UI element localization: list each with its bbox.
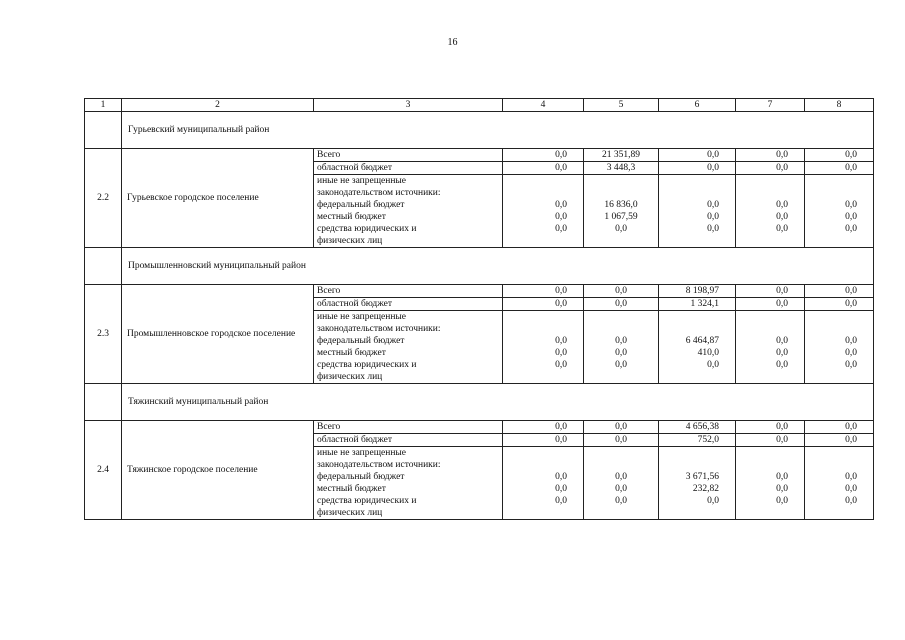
value-cell: 0,0	[707, 224, 719, 234]
source-label: Всего	[314, 149, 503, 162]
value-cell: 0,0	[736, 162, 805, 175]
source-label: федеральный бюджет	[317, 336, 405, 346]
value-cell	[506, 447, 567, 459]
source-label-block	[314, 311, 503, 384]
value-cell: 0,0	[659, 162, 736, 175]
value-cell: 0,0	[555, 212, 567, 222]
value-cell: 0,0	[776, 496, 788, 506]
value-block	[584, 447, 659, 520]
value-cell: 0,0	[776, 472, 788, 482]
value-cell: 0,0	[776, 200, 788, 210]
value-cell	[587, 459, 655, 471]
value-cell: 0,0	[776, 484, 788, 494]
value-cell	[506, 235, 567, 247]
value-cell: 0,0	[615, 472, 627, 482]
district-name: Промышленновский муниципальный район	[122, 248, 874, 285]
value-cell	[506, 507, 567, 519]
district-name: Гурьевский муниципальный район	[122, 112, 874, 149]
value-cell: 8 198,97	[659, 285, 736, 298]
settlement-name: Тяжинское городское поселение	[122, 421, 314, 520]
value-cell	[587, 447, 655, 459]
value-cell: 0,0	[503, 434, 584, 447]
column-header: 6	[659, 99, 736, 112]
value-cell: 0,0	[845, 212, 857, 222]
value-cell: 0,0	[503, 298, 584, 311]
empty-cell	[85, 248, 122, 285]
value-cell	[587, 371, 655, 383]
value-cell	[506, 323, 567, 335]
value-cell: 0,0	[736, 298, 805, 311]
value-cell: 16 836,0	[604, 200, 638, 210]
value-cell: 0,0	[615, 360, 627, 370]
value-cell: 0,0	[615, 348, 627, 358]
value-cell	[808, 507, 857, 519]
value-cell: 0,0	[659, 149, 736, 162]
value-cell: 752,0	[659, 434, 736, 447]
value-cell	[808, 235, 857, 247]
district-row	[85, 384, 874, 421]
value-cell: 3 448,3	[584, 162, 659, 175]
source-label: областной бюджет	[314, 298, 503, 311]
source-label: законодательством источники:	[317, 188, 441, 198]
value-block	[503, 447, 584, 520]
value-cell: 410,0	[697, 348, 719, 358]
value-cell	[739, 311, 788, 323]
value-cell: 0,0	[584, 434, 659, 447]
value-block	[659, 311, 736, 384]
value-cell: 0,0	[776, 224, 788, 234]
value-cell: 0,0	[707, 496, 719, 506]
value-cell: 0,0	[805, 149, 874, 162]
value-block	[503, 311, 584, 384]
value-cell	[506, 459, 567, 471]
value-cell	[739, 459, 788, 471]
value-cell: 0,0	[503, 162, 584, 175]
value-cell: 0,0	[776, 348, 788, 358]
value-cell	[808, 187, 857, 199]
source-label: областной бюджет	[314, 434, 503, 447]
source-label-block	[314, 175, 503, 248]
value-cell	[662, 507, 719, 519]
value-cell	[662, 187, 719, 199]
source-label: иные не запрещенные	[317, 448, 407, 458]
source-label-block	[314, 447, 503, 520]
column-header: 4	[503, 99, 584, 112]
value-cell: 0,0	[555, 336, 567, 346]
value-cell: 0,0	[615, 224, 627, 234]
value-cell	[506, 187, 567, 199]
value-block	[805, 311, 874, 384]
value-cell	[662, 235, 719, 247]
value-cell: 0,0	[503, 149, 584, 162]
value-cell: 1 324,1	[659, 298, 736, 311]
value-cell	[808, 175, 857, 187]
column-header: 3	[314, 99, 503, 112]
value-cell	[506, 311, 567, 323]
source-label: местный бюджет	[317, 212, 386, 222]
column-header: 1	[85, 99, 122, 112]
value-cell	[662, 175, 719, 187]
column-header: 8	[805, 99, 874, 112]
value-cell: 0,0	[736, 434, 805, 447]
value-cell	[739, 507, 788, 519]
district-row	[85, 112, 874, 149]
value-cell	[587, 507, 655, 519]
value-cell: 0,0	[845, 336, 857, 346]
value-cell: 0,0	[805, 285, 874, 298]
value-cell: 0,0	[845, 496, 857, 506]
value-cell	[808, 447, 857, 459]
district-name: Тяжинский муниципальный район	[122, 384, 874, 421]
value-cell: 4 656,38	[659, 421, 736, 434]
value-cell	[662, 447, 719, 459]
value-cell	[506, 371, 567, 383]
row-number: 2.2	[85, 149, 122, 248]
value-cell: 0,0	[845, 360, 857, 370]
value-cell: 0,0	[707, 212, 719, 222]
value-cell: 1 067,59	[604, 212, 638, 222]
empty-cell	[85, 384, 122, 421]
table-row	[85, 285, 874, 298]
source-label: средства юридических и	[317, 496, 417, 506]
value-cell: 0,0	[845, 484, 857, 494]
value-cell	[587, 235, 655, 247]
value-cell	[662, 371, 719, 383]
value-cell: 0,0	[555, 200, 567, 210]
value-cell: 0,0	[736, 421, 805, 434]
value-cell: 0,0	[776, 212, 788, 222]
value-cell: 0,0	[776, 336, 788, 346]
value-cell: 0,0	[555, 224, 567, 234]
value-cell	[587, 323, 655, 335]
value-cell	[587, 175, 655, 187]
value-block	[805, 175, 874, 248]
source-label: законодательством источники:	[317, 460, 441, 470]
value-block	[736, 175, 805, 248]
value-cell: 0,0	[707, 200, 719, 210]
value-cell: 0,0	[555, 496, 567, 506]
value-cell: 0,0	[615, 496, 627, 506]
settlement-name: Гурьевское городское поселение	[122, 149, 314, 248]
header-row	[85, 99, 874, 112]
row-number: 2.3	[85, 285, 122, 384]
value-cell: 21 351,89	[584, 149, 659, 162]
column-header: 7	[736, 99, 805, 112]
source-label: средства юридических и	[317, 224, 417, 234]
row-number: 2.4	[85, 421, 122, 520]
value-cell: 0,0	[555, 472, 567, 482]
value-cell: 0,0	[845, 348, 857, 358]
value-cell: 0,0	[845, 224, 857, 234]
source-label: областной бюджет	[314, 162, 503, 175]
value-block	[503, 175, 584, 248]
value-cell: 3 671,56	[685, 472, 719, 482]
settlement-name: Промышленновское городское поселение	[122, 285, 314, 384]
value-cell: 0,0	[615, 484, 627, 494]
value-block	[584, 175, 659, 248]
value-cell	[739, 323, 788, 335]
source-label: иные не запрещенные	[317, 176, 407, 186]
value-cell	[662, 459, 719, 471]
value-cell: 0,0	[845, 472, 857, 482]
value-cell: 0,0	[555, 484, 567, 494]
source-label: местный бюджет	[317, 484, 386, 494]
value-cell	[587, 311, 655, 323]
value-cell	[808, 323, 857, 335]
value-cell	[506, 175, 567, 187]
source-label: федеральный бюджет	[317, 200, 405, 210]
value-cell: 0,0	[555, 360, 567, 370]
value-cell	[808, 371, 857, 383]
value-cell	[739, 447, 788, 459]
value-cell: 0,0	[805, 298, 874, 311]
value-cell	[662, 311, 719, 323]
column-header: 2	[122, 99, 314, 112]
budget-table	[84, 98, 874, 520]
value-cell	[808, 459, 857, 471]
value-cell	[739, 175, 788, 187]
source-label: Всего	[314, 285, 503, 298]
source-label: физических лиц	[317, 372, 383, 382]
source-label: федеральный бюджет	[317, 472, 405, 482]
value-cell: 0,0	[584, 298, 659, 311]
source-label: иные не запрещенные	[317, 312, 407, 322]
source-label: Всего	[314, 421, 503, 434]
source-label: физических лиц	[317, 236, 383, 246]
source-label: местный бюджет	[317, 348, 386, 358]
value-cell: 232,82	[692, 484, 719, 494]
value-block	[736, 311, 805, 384]
value-cell: 0,0	[555, 348, 567, 358]
value-cell: 0,0	[805, 162, 874, 175]
source-label: физических лиц	[317, 508, 383, 518]
value-cell: 0,0	[584, 421, 659, 434]
value-cell: 0,0	[805, 421, 874, 434]
value-cell: 0,0	[615, 336, 627, 346]
table-row	[85, 421, 874, 434]
value-cell	[739, 235, 788, 247]
value-cell	[739, 371, 788, 383]
value-cell	[587, 187, 655, 199]
value-cell: 0,0	[707, 360, 719, 370]
value-cell: 0,0	[584, 285, 659, 298]
page-number: 16	[447, 37, 458, 48]
source-label: законодательством источники:	[317, 324, 441, 334]
column-header: 5	[584, 99, 659, 112]
value-block	[584, 311, 659, 384]
value-cell: 0,0	[736, 149, 805, 162]
value-cell: 0,0	[736, 285, 805, 298]
value-cell	[808, 311, 857, 323]
value-cell: 0,0	[805, 434, 874, 447]
value-cell: 0,0	[503, 285, 584, 298]
value-block	[659, 447, 736, 520]
value-cell: 0,0	[503, 421, 584, 434]
district-row	[85, 248, 874, 285]
value-block	[736, 447, 805, 520]
source-label: средства юридических и	[317, 360, 417, 370]
value-block	[659, 175, 736, 248]
value-cell	[662, 323, 719, 335]
value-block	[805, 447, 874, 520]
table-row	[85, 149, 874, 162]
value-cell: 0,0	[845, 200, 857, 210]
value-cell: 6 464,87	[685, 336, 719, 346]
value-cell: 0,0	[776, 360, 788, 370]
value-cell	[739, 187, 788, 199]
empty-cell	[85, 112, 122, 149]
